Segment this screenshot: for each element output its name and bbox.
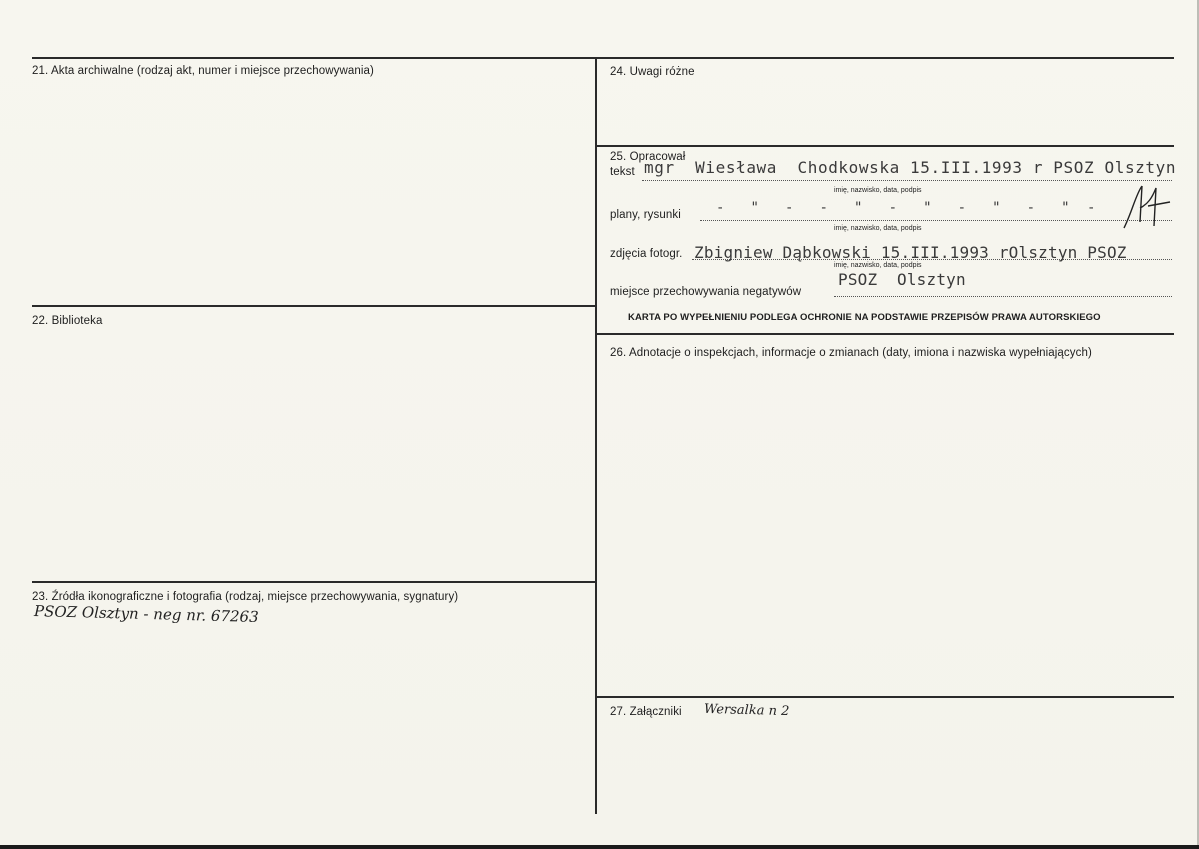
section-22-title: 22. Biblioteka <box>32 315 103 327</box>
section-26-title: 26. Adnotacje o inspekcjach, informacje o zmianach (daty, imiona i nazwiska wypełniających) <box>610 347 1092 359</box>
signature-mark <box>1118 182 1172 232</box>
negatywy-line <box>834 296 1172 297</box>
section-23-handwritten-note: PSOZ Olsztyn - neg nr. 67263 <box>33 602 259 626</box>
plany-hint: imię, nazwisko, data, podpis <box>834 225 922 232</box>
rule-right-25 <box>597 145 1174 147</box>
center-divider <box>595 57 597 814</box>
zdjecia-value: Zbigniew Dąbkowski 15.III.1993 rOlsztyn PSOZ <box>694 243 1127 262</box>
rule-right-26 <box>597 333 1174 335</box>
zdjecia-label: zdjęcia fotogr. <box>610 248 683 260</box>
section-23-title: 23. Źródła ikonograficzne i fotografia (rodzaj, miejsce przechowywania, sygnatury) <box>32 591 459 603</box>
copyright-notice: KARTA PO WYPEŁNIENIU PODLEGA OCHRONIE NA PODSTAWIE PRZEPISÓW PRAWA AUTORSKIEGO <box>628 312 1101 323</box>
tekst-line <box>642 180 1172 181</box>
tekst-value: mgr Wiesława Chodkowska 15.III.1993 r PSOZ Olsztyn <box>644 158 1177 177</box>
section-25-title: 25. Opracował <box>610 151 686 163</box>
negatywy-value: PSOZ Olsztyn <box>838 270 966 289</box>
section-24-title: 24. Uwagi różne <box>610 66 695 78</box>
plany-label: plany, rysunki <box>610 209 681 221</box>
top-rule <box>32 57 1174 59</box>
zdjecia-hint: imię, nazwisko, data, podpis <box>834 262 922 269</box>
rule-right-27 <box>597 696 1174 698</box>
section-27-handwritten-note: Wersalka n 2 <box>703 701 790 720</box>
plany-value: - " - - " - " - " - " - <box>716 200 1096 216</box>
tekst-label: tekst <box>610 166 635 178</box>
negatywy-label: miejsce przechowywania negatywów <box>610 286 802 298</box>
plany-line <box>700 220 1172 221</box>
tekst-hint: imię, nazwisko, data, podpis <box>834 187 922 194</box>
rule-left-23 <box>32 581 597 583</box>
section-27-title: 27. Załączniki <box>610 706 682 718</box>
section-21-title: 21. Akta archiwalne (rodzaj akt, numer i miejsce przechowywania) <box>32 65 374 77</box>
scan-edge-bottom <box>0 845 1199 849</box>
rule-left-22 <box>32 305 597 307</box>
